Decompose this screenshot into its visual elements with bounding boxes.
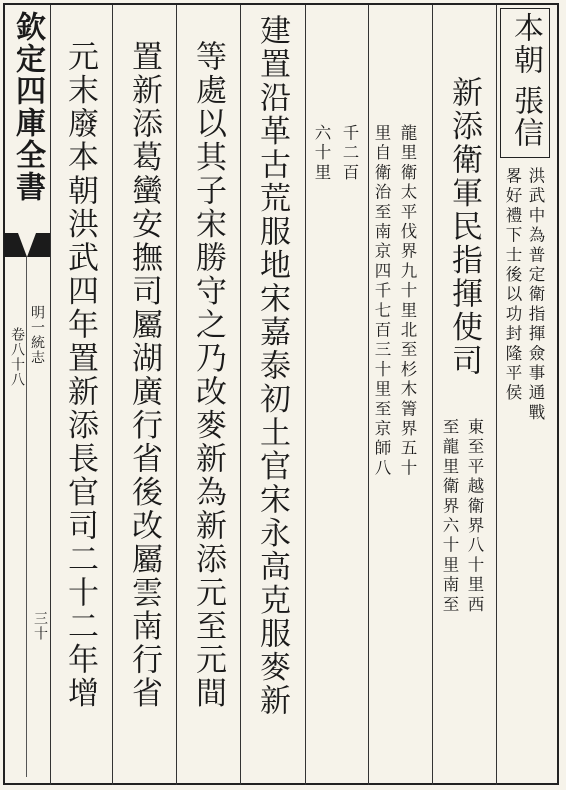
text-column: 置新添葛蠻安撫司屬湖廣行省後改屬雲南行省 <box>126 40 162 710</box>
book-spine <box>4 5 50 785</box>
text-column: 等處以其子宋勝守之乃改麥新為新添元至元間 <box>190 40 226 710</box>
annotation: 至龍里衛界六十里南至 <box>440 418 459 615</box>
annotation: 龍里衛太平伐界九十里北至杉木箐界五十 <box>398 124 417 479</box>
entry-title: 新添衛軍民指揮使司 <box>446 76 482 378</box>
volume-number: 卷八十八 <box>9 327 25 387</box>
annotation: 里自衛治至南京四千七百三十里至京師八 <box>372 124 391 479</box>
person-name: 張信 <box>508 85 543 149</box>
annotation: 洪武中為普定衛指揮僉事通戰 <box>526 167 545 424</box>
text-column: 元末廢本朝洪武四年置新添長官司二十二年增 <box>62 40 98 710</box>
column-rule <box>496 5 497 785</box>
column-rule <box>305 5 306 785</box>
annotation: 六十里 <box>312 124 331 184</box>
column-rule <box>432 5 433 785</box>
fishtail-mark <box>4 233 50 257</box>
annotation: 畧好禮下士後以功封隆平侯 <box>503 167 522 404</box>
column-rule <box>368 5 369 785</box>
series-title: 欽定四庫全書 <box>10 11 45 203</box>
annotation: 東至平越衛界八十里西 <box>465 418 484 615</box>
book-title: 明一統志 <box>29 305 45 365</box>
text-column: 建置沿革古荒服地宋嘉泰初土官宋永高克服麥新 <box>254 14 290 718</box>
annotation: 千二百 <box>340 124 359 184</box>
column-rule <box>112 5 113 785</box>
spine-divider <box>26 257 27 777</box>
page-number: 三十 <box>32 611 48 641</box>
column-rule <box>176 5 177 785</box>
section-heading: 本朝 <box>508 12 543 76</box>
column-rule <box>240 5 241 785</box>
column-rule <box>50 5 51 785</box>
